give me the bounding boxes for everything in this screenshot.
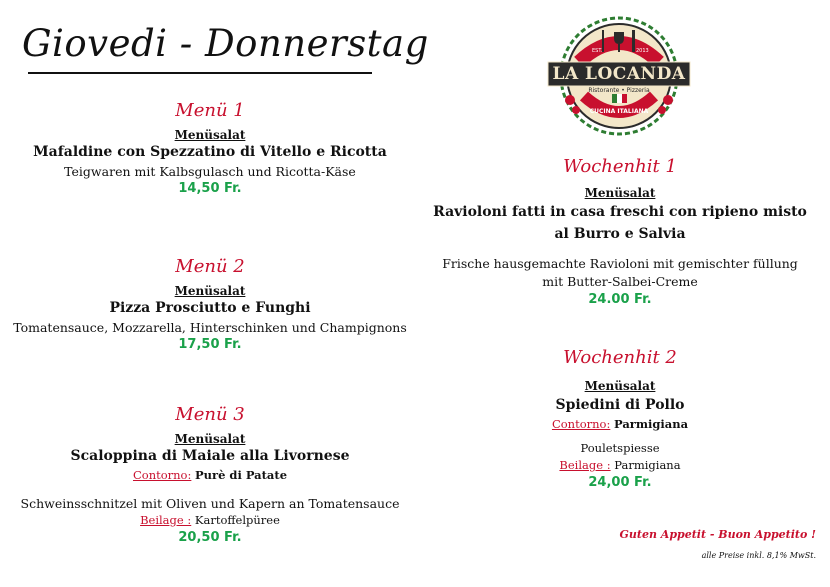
wochenhit-1-heading: Wochenhit 1 — [563, 156, 677, 177]
footer-tax-note: alle Preise inkl. 8,1% MwSt. — [701, 551, 816, 560]
logo-subline: Ristorante • Pizzeria — [588, 87, 650, 94]
menu-1-price: 14,50 Fr. — [178, 181, 242, 196]
wochenhit-1-dish-line1: Ravioloni fatti in casa freschi con ripieno misto — [433, 204, 807, 220]
footer-greeting: Guten Appetit - Buon Appetito ! — [619, 528, 816, 541]
wochenhit-2-beilage-value: Parmigiana — [614, 458, 681, 472]
wochenhit-2-price: 24,00 Fr. — [588, 475, 652, 490]
wochenhit-1-price: 24.00 Fr. — [588, 292, 652, 307]
menu-3-price: 20,50 Fr. — [178, 530, 242, 545]
menu-3-beilage-label: Beilage : — [140, 513, 192, 527]
wochenhit-2-contorno-value: Parmigiana — [613, 417, 689, 431]
page-title: Giovedi - Donnerstag — [22, 22, 429, 65]
menu-2-dish: Pizza Prosciutto e Funghi — [109, 300, 311, 316]
wochenhit-2 — [430, 347, 810, 490]
menu-2-desc: Tomatensauce, Mozzarella, Hinterschinken und Champignons — [13, 320, 407, 335]
menu-1-salad: Menüsalat — [174, 128, 246, 142]
wochenhit-2-salad: Menüsalat — [584, 379, 656, 393]
menu-3-contorno-label: Contorno: — [132, 468, 192, 482]
menu-3-dish: Scaloppina di Maiale alla Livornese — [70, 448, 350, 464]
menu-2-heading: Menü 2 — [175, 256, 245, 277]
menu-3-salad: Menüsalat — [174, 432, 246, 446]
wochenhit-2-dish: Spiedini di Pollo — [555, 397, 685, 413]
menu-3 — [0, 404, 420, 545]
menu-2 — [0, 256, 420, 352]
menu-3-beilage-value: Kartoffelpüree — [194, 513, 280, 527]
menu-1-desc: Teigwaren mit Kalbsgulasch und Ricotta-Käse — [64, 164, 356, 179]
title-underline — [28, 72, 372, 74]
menu-1-heading: Menü 1 — [175, 100, 245, 121]
menu-2-price: 17,50 Fr. — [178, 337, 242, 352]
wochenhit-2-beilage — [430, 458, 810, 475]
wochenhit-2-desc: Pouletspiesse — [580, 441, 660, 455]
menu-3-beilage — [0, 513, 420, 530]
wochenhit-2-heading: Wochenhit 2 — [563, 347, 677, 368]
menu-2-salad: Menüsalat — [174, 284, 246, 298]
menu-3-contorno-value: Purè di Patate — [195, 468, 288, 482]
wochenhit-1-desc-line2: mit Butter-Salbei-Creme — [542, 274, 698, 289]
wochenhit-1-desc-line1: Frische hausgemachte Ravioloni mit gemischter füllung — [442, 256, 798, 271]
logo — [544, 10, 694, 140]
wochenhit-2-beilage-label: Beilage : — [559, 458, 611, 472]
wochenhit-2-contorno-label: Contorno: — [551, 417, 611, 431]
logo-brand: LA LOCANDA — [552, 64, 686, 84]
menu-3-desc: Schweinsschnitzel mit Oliven und Kapern an Tomatensauce — [20, 496, 400, 511]
menu-1 — [0, 100, 420, 196]
wochenhit-1-salad: Menüsalat — [584, 186, 656, 200]
menu-3-contorno — [0, 468, 420, 490]
wochenhit-1-dish-line2: al Burro e Salvia — [554, 226, 686, 242]
logo-est-right: 2013 — [636, 48, 649, 54]
logo-est-left: EST. — [592, 48, 603, 54]
wochenhit-2-contorno — [430, 417, 810, 441]
menu-3-heading: Menü 3 — [175, 404, 245, 425]
logo-tagline: CUCINA ITALIANA — [589, 108, 649, 115]
menu-1-dish: Mafaldine con Spezzatino di Vitello e Ricotta — [33, 144, 387, 160]
wochenhit-1 — [430, 156, 810, 307]
